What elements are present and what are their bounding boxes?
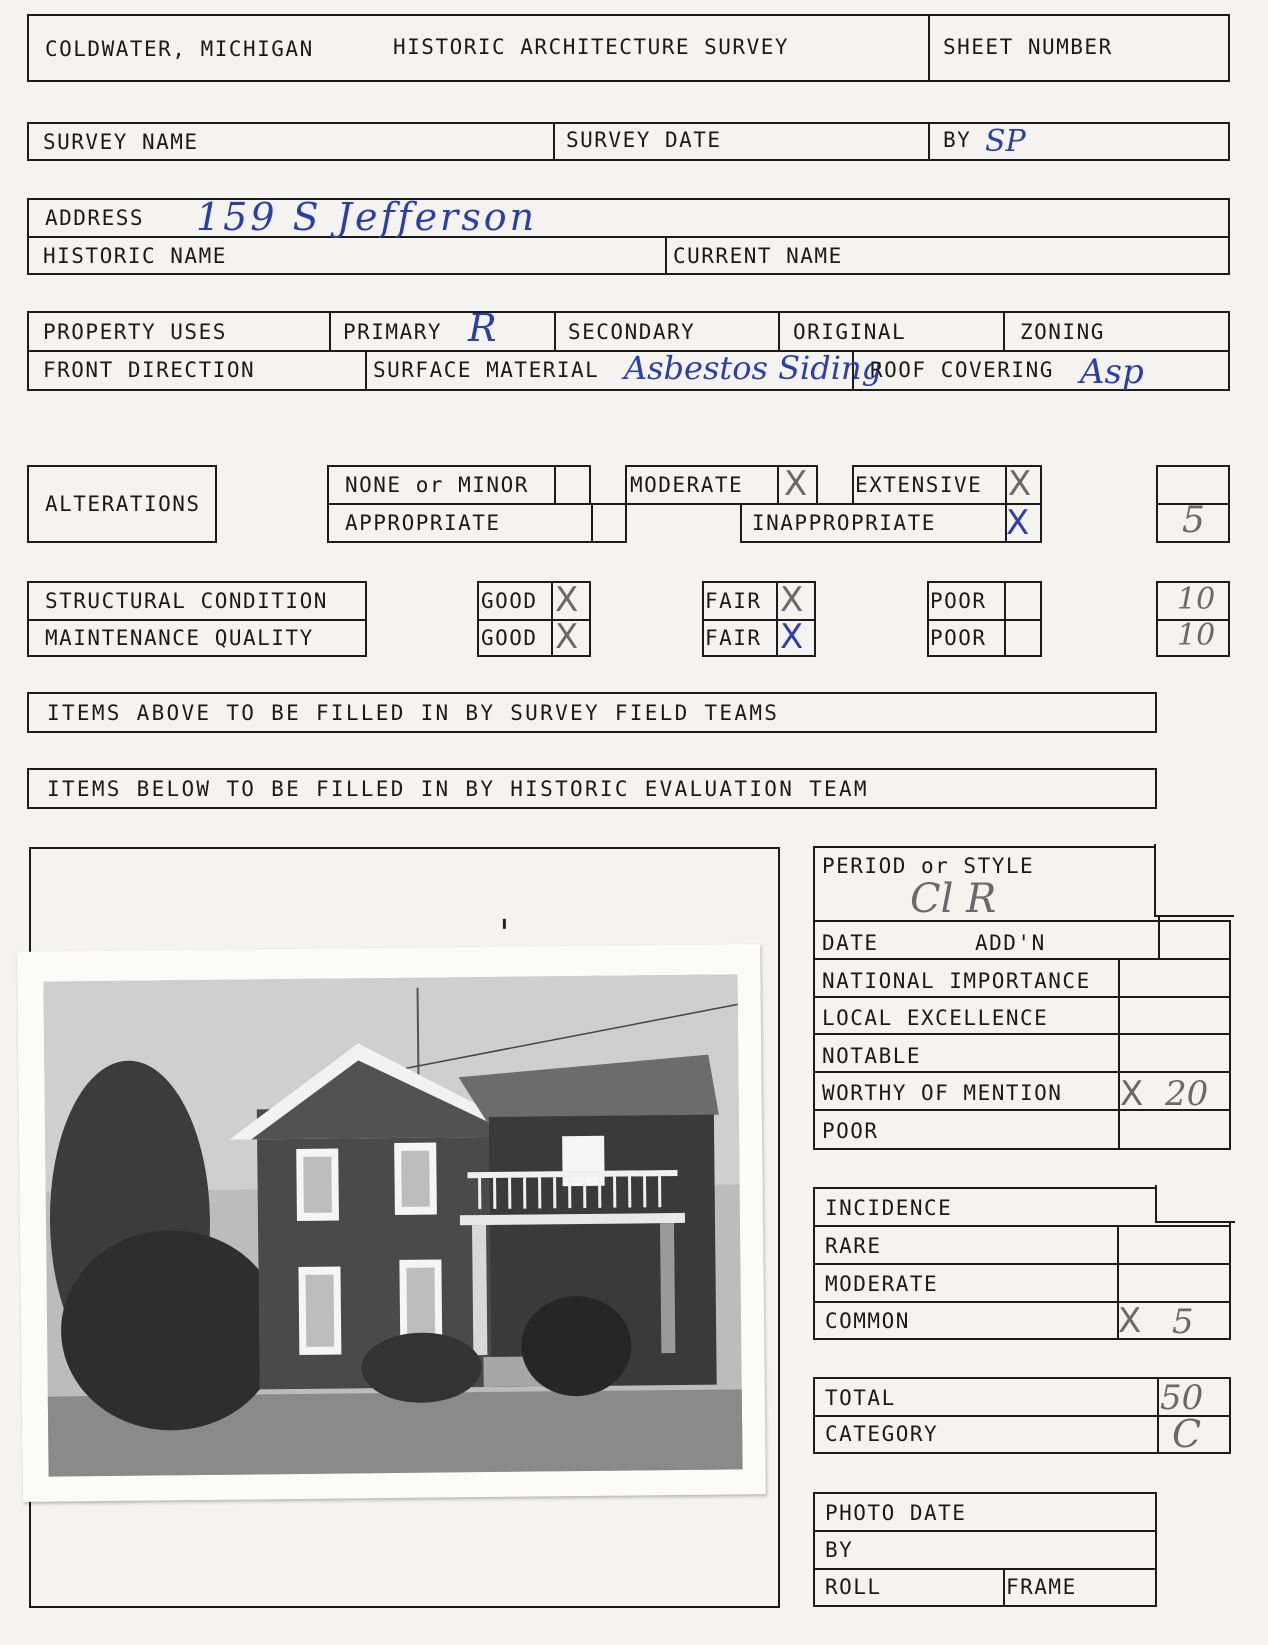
inappropriate-check: X: [1006, 503, 1030, 543]
worthy-score: 20: [1165, 1074, 1209, 1114]
roll-label: ROLL: [825, 1575, 882, 1599]
total-label: TOTAL: [825, 1386, 896, 1410]
notable-label: NOTABLE: [822, 1044, 922, 1068]
sheet-number-label: SHEET NUMBER: [943, 35, 1113, 59]
secondary-label: SECONDARY: [568, 320, 696, 344]
surface-material-label: SURFACE MATERIAL: [373, 358, 600, 382]
maintenance-score: 10: [1177, 618, 1216, 653]
roof-covering-value: Asp: [1080, 352, 1144, 392]
survey-date-label: SURVEY DATE: [566, 128, 722, 152]
national-importance-label: NATIONAL IMPORTANCE: [822, 969, 1091, 993]
maintenance-fair-label: FAIR: [705, 626, 762, 650]
address-label: ADDRESS: [45, 206, 145, 230]
incidence-moderate-label: MODERATE: [825, 1272, 939, 1296]
structural-score: 10: [1177, 582, 1216, 617]
survey-name-label: SURVEY NAME: [43, 130, 199, 154]
worthy-of-mention-label: WORTHY OF MENTION: [822, 1081, 1063, 1105]
total-value: 50: [1160, 1378, 1204, 1418]
alterations-score: 5: [1182, 500, 1205, 541]
primary-value: R: [468, 306, 497, 350]
address-value: 159 S Jefferson: [196, 195, 538, 239]
common-score: 5: [1172, 1302, 1194, 1342]
current-name-label: CURRENT NAME: [673, 244, 843, 268]
structural-poor-label: POOR: [930, 589, 987, 613]
structural-good-label: GOOD: [481, 589, 538, 613]
items-above-note: ITEMS ABOVE TO BE FILLED IN BY SURVEY FIELD TEAMS: [47, 701, 780, 725]
building-photograph: [17, 944, 766, 1502]
frame-label: FRAME: [1006, 1575, 1077, 1599]
worthy-check: X: [1120, 1074, 1144, 1114]
maintenance-poor-label: POOR: [930, 626, 987, 650]
maintenance-fair-check: X: [780, 617, 804, 657]
alterations-label: ALTERATIONS: [45, 492, 201, 516]
historic-name-label: HISTORIC NAME: [43, 244, 227, 268]
front-direction-label: FRONT DIRECTION: [43, 358, 256, 382]
structural-good-check: X: [555, 580, 579, 620]
original-label: ORIGINAL: [793, 320, 907, 344]
property-uses-label: PROPERTY USES: [43, 320, 227, 344]
local-excellence-label: LOCAL EXCELLENCE: [822, 1006, 1049, 1030]
pin-mark: [503, 919, 506, 929]
structural-fair-label: FAIR: [705, 589, 762, 613]
surveyor-initials: SP: [985, 124, 1026, 159]
maintenance-quality-label: MAINTENANCE QUALITY: [45, 626, 314, 650]
house-photo-image: [17, 944, 766, 1502]
rare-label: RARE: [825, 1234, 882, 1258]
city-label: COLDWATER, MICHIGAN: [45, 37, 314, 61]
form-title: HISTORIC ARCHITECTURE SURVEY: [393, 35, 790, 59]
common-check: X: [1118, 1301, 1142, 1341]
addn-label: ADD'N: [975, 931, 1046, 955]
inappropriate-label: INAPPROPRIATE: [752, 511, 936, 535]
category-label: CATEGORY: [825, 1422, 939, 1446]
items-below-note: ITEMS BELOW TO BE FILLED IN BY HISTORIC EVALUATION TEAM: [47, 777, 869, 801]
by-label: BY: [943, 128, 972, 152]
photo-by-label: BY: [825, 1538, 854, 1562]
moderate-check: X: [784, 464, 808, 504]
moderate-label: MODERATE: [630, 473, 744, 497]
maintenance-good-label: GOOD: [481, 626, 538, 650]
category-value: C: [1172, 1412, 1202, 1456]
date-label: DATE: [822, 931, 879, 955]
period-style-label: PERIOD or STYLE: [822, 854, 1035, 878]
period-style-value: Cl R: [910, 876, 997, 922]
structural-fair-check: X: [780, 580, 804, 620]
maintenance-good-check: X: [555, 617, 579, 657]
evaluation-poor-label: POOR: [822, 1119, 879, 1143]
none-minor-label: NONE or MINOR: [345, 473, 529, 497]
extensive-label: EXTENSIVE: [855, 473, 983, 497]
structural-condition-label: STRUCTURAL CONDITION: [45, 589, 328, 613]
common-label: COMMON: [825, 1309, 910, 1333]
photo-date-label: PHOTO DATE: [825, 1501, 967, 1525]
extensive-check: X: [1008, 464, 1032, 504]
roof-covering-label: ROOF COVERING: [870, 358, 1054, 382]
appropriate-label: APPROPRIATE: [345, 511, 501, 535]
surface-material-value: Asbestos Siding: [624, 349, 883, 387]
incidence-label: INCIDENCE: [825, 1196, 953, 1220]
zoning-label: ZONING: [1020, 320, 1105, 344]
primary-label: PRIMARY: [343, 320, 443, 344]
